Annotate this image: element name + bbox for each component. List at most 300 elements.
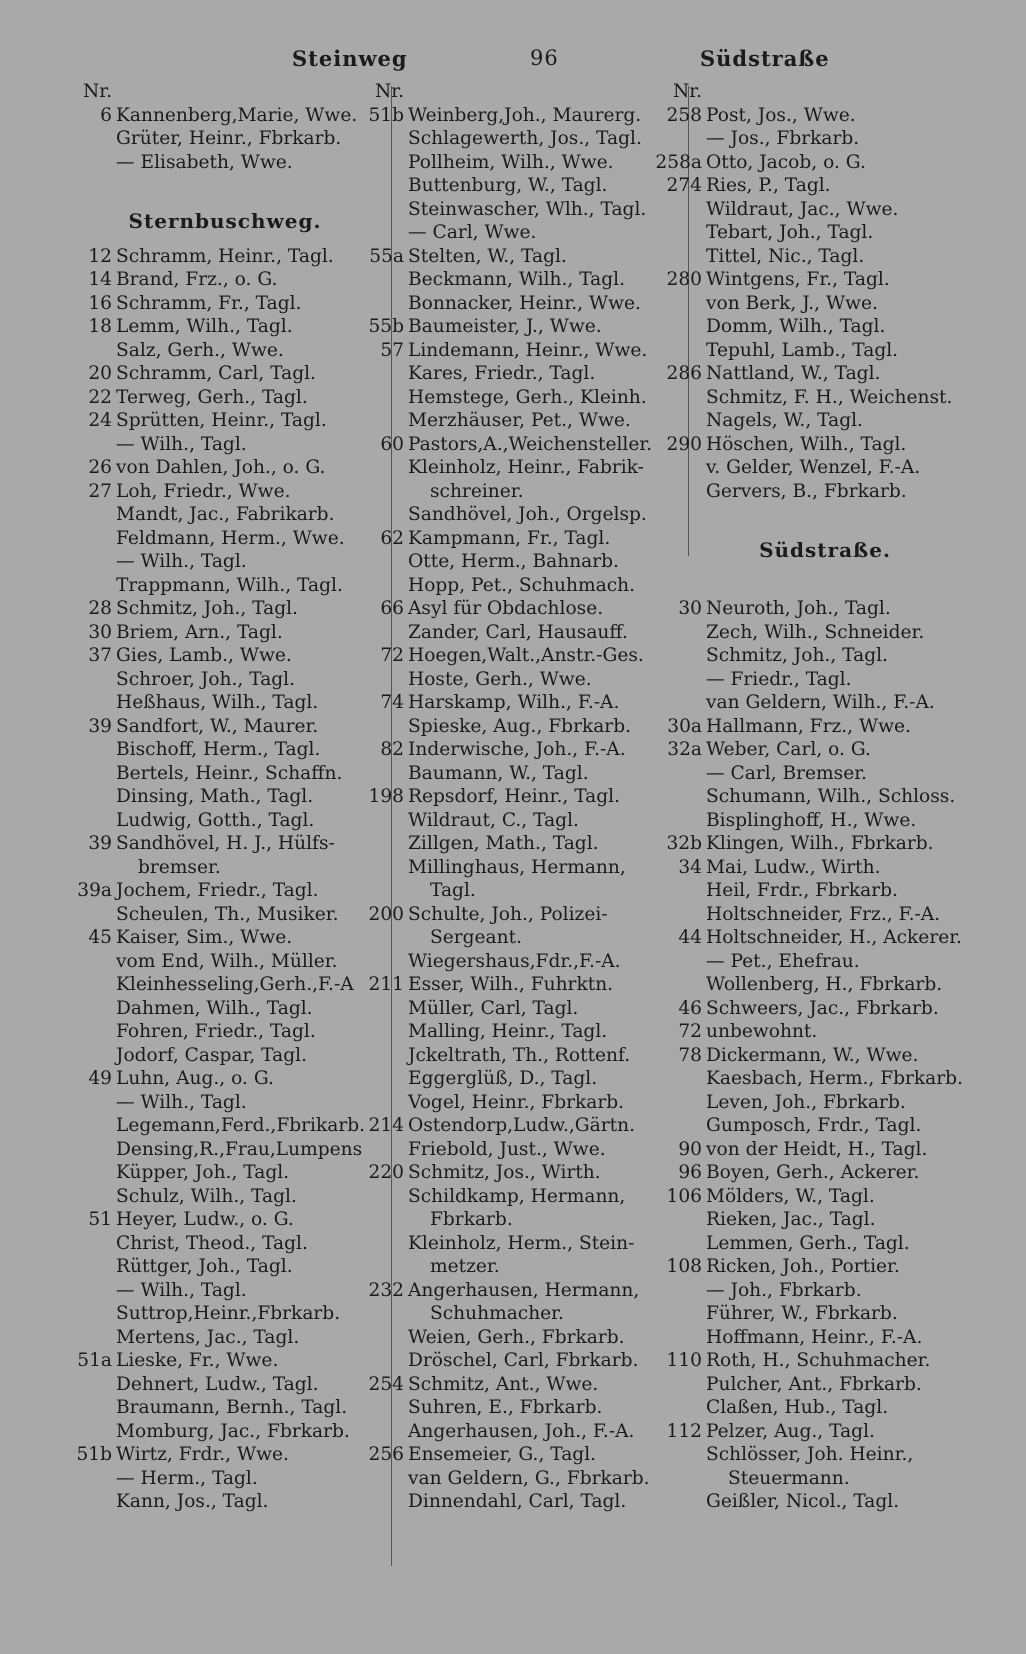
house-number xyxy=(60,433,116,457)
house-number: 39a xyxy=(77,880,112,901)
house-number xyxy=(60,785,116,809)
directory-entry xyxy=(650,221,1000,245)
header-right-street: Südstraße xyxy=(700,46,830,71)
spacer xyxy=(650,574,1000,598)
directory-entry xyxy=(352,1020,692,1044)
directory-entry xyxy=(60,809,390,833)
directory-entry xyxy=(60,339,390,363)
house-number xyxy=(352,1396,408,1420)
directory-entry xyxy=(352,1091,692,1115)
resident-text: Geißler, Nicol., Tagl. xyxy=(706,1491,900,1512)
house-number xyxy=(60,1279,116,1303)
directory-entry xyxy=(352,480,692,504)
house-number xyxy=(650,785,706,809)
resident-text: Holtschneider, H., Ackerer. xyxy=(706,927,962,948)
house-number xyxy=(352,386,408,410)
house-number xyxy=(60,1044,116,1068)
house-number: 45 xyxy=(88,927,112,948)
directory-column-2 xyxy=(352,80,692,1514)
house-number xyxy=(352,1091,408,1115)
resident-text: Hoffmann, Heinr., F.-A. xyxy=(706,1326,923,1348)
resident-text: Loh, Friedr., Wwe. xyxy=(116,480,291,502)
directory-entry xyxy=(650,245,1000,269)
directory-entry xyxy=(650,1091,1000,1115)
directory-entry xyxy=(352,550,692,574)
house-number: 290 xyxy=(666,433,702,455)
house-number: 110 xyxy=(666,1350,702,1371)
street-heading: Sternbuschweg. xyxy=(128,208,322,233)
resident-text: — Herm., Tagl. xyxy=(116,1467,258,1489)
resident-text: Schramm, Carl, Tagl. xyxy=(116,363,316,384)
resident-text: Leven, Joh., Fbrkarb. xyxy=(706,1091,906,1113)
house-number: 6 xyxy=(100,104,112,126)
house-number xyxy=(650,221,706,245)
directory-entry xyxy=(352,973,692,997)
house-number xyxy=(352,832,408,856)
resident-text: schreiner. xyxy=(430,480,524,502)
resident-text: Angerhausen, Hermann, xyxy=(408,1279,640,1301)
resident-text: unbewohnt. xyxy=(706,1021,818,1042)
directory-entry xyxy=(60,691,390,715)
directory-entry xyxy=(352,174,692,198)
directory-entry xyxy=(650,1161,1000,1185)
directory-entry xyxy=(60,1349,390,1373)
house-number xyxy=(650,456,706,480)
resident-text: — Elisabeth, Wwe. xyxy=(116,151,293,173)
directory-entry xyxy=(60,1255,390,1279)
resident-text: Millinghaus, Hermann, xyxy=(408,856,626,878)
resident-text: von Dahlen, Joh., o. G. xyxy=(116,457,326,478)
house-number xyxy=(352,292,408,316)
resident-text: — Carl, Wwe. xyxy=(408,222,537,243)
house-number xyxy=(352,1208,408,1232)
resident-text: Legemann,Ferd.,Fbrikarb. xyxy=(116,1115,366,1136)
directory-entry xyxy=(650,1020,1000,1044)
resident-text: Küpper, Joh., Tagl. xyxy=(116,1162,290,1183)
house-number xyxy=(60,1161,116,1185)
house-number: 96 xyxy=(678,1162,702,1183)
directory-entry xyxy=(60,785,390,809)
house-number xyxy=(650,950,706,974)
house-number xyxy=(650,315,706,339)
resident-text: Eggerglüß, D., Tagl. xyxy=(408,1068,598,1089)
resident-text: Bischoff, Herm., Tagl. xyxy=(116,739,321,760)
house-number: 256 xyxy=(368,1444,404,1465)
resident-text: Bisplinghoff, H., Wwe. xyxy=(706,809,917,831)
house-number xyxy=(650,198,706,222)
house-number xyxy=(352,1138,408,1162)
resident-text: Zech, Wilh., Schneider. xyxy=(706,621,925,643)
directory-entry xyxy=(352,1349,692,1373)
directory-entry xyxy=(650,1443,1000,1467)
directory-entry xyxy=(650,738,1000,762)
directory-entry xyxy=(650,1279,1000,1303)
directory-entry xyxy=(60,362,390,386)
directory-entry xyxy=(60,832,390,856)
directory-entry xyxy=(352,715,692,739)
resident-text: — Wilh., Tagl. xyxy=(116,433,247,455)
directory-entry xyxy=(60,1467,390,1491)
directory-entry xyxy=(60,433,390,457)
directory-entry xyxy=(650,1138,1000,1162)
directory-entry xyxy=(352,1420,692,1444)
house-number xyxy=(650,480,706,504)
house-number: 51b xyxy=(368,104,404,126)
directory-entry xyxy=(352,362,692,386)
house-number: 72 xyxy=(380,645,404,666)
house-number xyxy=(60,997,116,1021)
house-number: 39 xyxy=(88,833,112,854)
house-number xyxy=(650,668,706,692)
resident-text: Domm, Wilh., Tagl. xyxy=(706,316,886,337)
directory-entry xyxy=(650,104,1000,128)
resident-text: Kleinhesseling,Gerh.,F.-A xyxy=(116,974,354,995)
directory-entry xyxy=(352,527,692,551)
resident-text: Wirtz, Frdr., Wwe. xyxy=(116,1444,289,1465)
resident-text: Friebold, Just., Wwe. xyxy=(408,1138,606,1160)
resident-text: Angerhausen, Joh., F.-A. xyxy=(408,1420,635,1442)
directory-entry xyxy=(60,386,390,410)
house-number xyxy=(650,1067,706,1091)
directory-entry xyxy=(650,268,1000,292)
resident-text: Baumann, W., Tagl. xyxy=(408,762,589,784)
directory-entry xyxy=(352,245,692,269)
directory-entry xyxy=(650,127,1000,151)
house-number: 74 xyxy=(380,692,404,713)
directory-entry xyxy=(352,339,692,363)
resident-text: Lieske, Fr., Wwe. xyxy=(116,1350,279,1371)
spacer xyxy=(650,503,1000,527)
resident-text: bremser. xyxy=(138,856,221,878)
directory-entry xyxy=(650,1420,1000,1444)
house-number: 32a xyxy=(667,739,702,760)
house-number: 78 xyxy=(678,1044,702,1066)
house-number xyxy=(352,762,408,786)
house-number: Nr. xyxy=(374,81,404,102)
directory-entry xyxy=(60,738,390,762)
resident-text: Beckmann, Wilh., Tagl. xyxy=(408,269,626,290)
house-number xyxy=(60,1114,116,1138)
house-number xyxy=(60,738,116,762)
directory-entry xyxy=(60,503,390,527)
resident-text: Sergeant. xyxy=(430,927,522,948)
resident-text: Dinnendahl, Carl, Tagl. xyxy=(408,1491,627,1512)
directory-entry xyxy=(60,104,390,128)
directory-entry xyxy=(352,1138,692,1162)
directory-entry xyxy=(352,1185,692,1209)
resident-text: Tebart, Joh., Tagl. xyxy=(706,222,874,243)
directory-entry xyxy=(60,1232,390,1256)
house-number xyxy=(650,386,706,410)
house-number xyxy=(650,1091,706,1115)
resident-text: Heßhaus, Wilh., Tagl. xyxy=(116,692,319,713)
resident-text: Kaesbach, Herm., Fbrkarb. xyxy=(706,1068,963,1089)
house-number xyxy=(352,1467,408,1491)
house-number: 49 xyxy=(88,1068,112,1089)
resident-text: Schweers, Jac., Fbrkarb. xyxy=(706,997,939,1019)
house-number: 51 xyxy=(88,1209,112,1230)
directory-entry xyxy=(352,691,692,715)
resident-text: Lindemann, Heinr., Wwe. xyxy=(408,339,648,361)
resident-text: Scheulen, Th., Musiker. xyxy=(116,903,339,925)
resident-text: von Berk, J., Wwe. xyxy=(706,292,878,314)
house-number xyxy=(60,574,116,598)
directory-entry xyxy=(650,409,1000,433)
house-number xyxy=(650,1490,706,1514)
directory-entry xyxy=(650,151,1000,175)
house-number: 27 xyxy=(88,480,112,502)
spacer xyxy=(60,174,390,198)
house-number xyxy=(352,1420,408,1444)
resident-text: Kannenberg,Marie, Wwe. xyxy=(116,104,358,126)
house-number xyxy=(650,292,706,316)
house-number xyxy=(60,903,116,927)
directory-entry xyxy=(650,339,1000,363)
resident-text: Otto, Jacob, o. G. xyxy=(706,151,866,173)
resident-text: Claßen, Hub., Tagl. xyxy=(706,1397,889,1418)
resident-text: Schulz, Wilh., Tagl. xyxy=(116,1185,297,1207)
directory-entry xyxy=(650,973,1000,997)
house-number: 14 xyxy=(88,269,112,290)
resident-text: Dehnert, Ludw., Tagl. xyxy=(116,1373,319,1395)
directory-entry xyxy=(650,480,1000,504)
directory-entry xyxy=(650,433,1000,457)
house-number xyxy=(650,621,706,645)
house-number xyxy=(60,550,116,574)
directory-entry xyxy=(650,926,1000,950)
house-number xyxy=(60,1373,116,1397)
house-number xyxy=(352,1490,408,1514)
house-number: 34 xyxy=(678,856,702,878)
resident-text: Gumposch, Frdr., Tagl. xyxy=(706,1115,922,1136)
house-number xyxy=(352,503,408,527)
resident-text xyxy=(706,80,1000,104)
house-number xyxy=(352,127,408,151)
resident-text: — Pet., Ehefrau. xyxy=(706,950,860,972)
directory-entry xyxy=(60,1396,390,1420)
resident-text: Buttenburg, W., Tagl. xyxy=(408,175,608,196)
directory-entry xyxy=(352,1490,692,1514)
house-number xyxy=(650,1396,706,1420)
directory-entry xyxy=(60,973,390,997)
resident-text: Brand, Frz., o. G. xyxy=(116,269,278,290)
resident-text: Esser, Wilh., Fuhrktn. xyxy=(408,974,614,995)
resident-text: Malling, Heinr., Tagl. xyxy=(408,1021,608,1042)
resident-text: Lemmen, Gerh., Tagl. xyxy=(706,1232,910,1254)
resident-text: Schmitz, Ant., Wwe. xyxy=(408,1373,599,1395)
resident-text: Inderwische, Joh., F.-A. xyxy=(408,739,626,760)
page-number: 96 xyxy=(530,46,559,70)
resident-text: Kleinholz, Heinr., Fabrik- xyxy=(408,457,644,478)
house-number: 66 xyxy=(380,598,404,619)
directory-entry xyxy=(352,1326,692,1350)
directory-entry xyxy=(60,1091,390,1115)
resident-text: Grüter, Heinr., Fbrkarb. xyxy=(116,128,342,149)
directory-entry xyxy=(650,386,1000,410)
directory-entry xyxy=(650,621,1000,645)
directory-entry xyxy=(352,386,692,410)
directory-entry xyxy=(650,1044,1000,1068)
house-number xyxy=(650,903,706,927)
directory-entry xyxy=(650,1349,1000,1373)
resident-text: Müller, Carl, Tagl. xyxy=(408,997,579,1019)
directory-entry xyxy=(60,527,390,551)
house-number: 198 xyxy=(368,786,404,807)
directory-entry xyxy=(60,1044,390,1068)
resident-text: Hoegen,Walt.,Anstr.-Ges. xyxy=(408,645,644,666)
house-number: 200 xyxy=(368,903,404,925)
directory-entry xyxy=(60,1114,390,1138)
resident-text: Schlösser, Joh. Heinr., xyxy=(706,1444,914,1465)
directory-entry xyxy=(352,456,692,480)
house-number xyxy=(650,1302,706,1326)
house-number: 60 xyxy=(380,433,404,455)
directory-entry xyxy=(650,315,1000,339)
directory-entry xyxy=(60,1208,390,1232)
house-number xyxy=(352,1185,408,1209)
directory-entry xyxy=(60,950,390,974)
directory-entry xyxy=(352,1279,692,1303)
house-number xyxy=(352,950,408,974)
resident-text: — Joh., Fbrkarb. xyxy=(706,1279,862,1301)
directory-entry xyxy=(60,1326,390,1350)
resident-text: Baumeister, J., Wwe. xyxy=(408,316,602,337)
resident-text: — Friedr., Tagl. xyxy=(706,668,852,690)
resident-text: Zillgen, Math., Tagl. xyxy=(408,833,599,854)
resident-text: Weinberg,Joh., Maurerg. xyxy=(408,104,642,126)
house-number xyxy=(650,127,706,151)
house-number xyxy=(60,1302,116,1326)
directory-entry xyxy=(352,809,692,833)
directory-entry xyxy=(60,1420,390,1444)
house-number xyxy=(60,151,116,175)
resident-text: Steinwascher, Wlh., Tagl. xyxy=(408,198,647,220)
house-number: 16 xyxy=(88,292,112,314)
house-number xyxy=(60,1091,116,1115)
directory-entry xyxy=(352,1467,692,1491)
resident-text: Klingen, Wilh., Fbrkarb. xyxy=(706,833,934,854)
house-number xyxy=(60,691,116,715)
directory-entry xyxy=(60,245,390,269)
resident-text: Wildraut, C., Tagl. xyxy=(408,809,579,831)
resident-text: Merzhäuser, Pet., Wwe. xyxy=(408,410,631,431)
house-number xyxy=(352,151,408,175)
directory-entry xyxy=(60,1161,390,1185)
directory-entry xyxy=(352,1161,692,1185)
house-number xyxy=(60,1255,116,1279)
directory-entry xyxy=(60,715,390,739)
house-number: 12 xyxy=(88,245,112,267)
house-number xyxy=(352,715,408,739)
directory-entry xyxy=(60,292,390,316)
directory-entry xyxy=(352,1396,692,1420)
directory-entry xyxy=(60,762,390,786)
directory-entry xyxy=(650,715,1000,739)
directory-entry xyxy=(650,1255,1000,1279)
resident-text: Kares, Friedr., Tagl. xyxy=(408,363,596,384)
directory-entry xyxy=(650,198,1000,222)
directory-entry xyxy=(60,456,390,480)
directory-entry xyxy=(60,879,390,903)
house-number: 90 xyxy=(678,1138,702,1160)
house-number xyxy=(352,362,408,386)
directory-entry xyxy=(60,550,390,574)
directory-entry xyxy=(60,151,390,175)
directory-entry xyxy=(650,1373,1000,1397)
house-number xyxy=(60,1138,116,1162)
resident-text: Momburg, Jac., Fbrkarb. xyxy=(116,1420,350,1442)
directory-entry xyxy=(352,1208,692,1232)
resident-text: Ostendorp,Ludw.,Gärtn. xyxy=(408,1115,635,1136)
directory-entry xyxy=(352,268,692,292)
street-heading: Südstraße. xyxy=(759,537,891,562)
house-number xyxy=(352,1232,408,1256)
resident-text: Pastors,A.,Weichensteller. xyxy=(408,433,653,455)
house-number xyxy=(650,1373,706,1397)
directory-entry xyxy=(352,1373,692,1397)
directory-entry xyxy=(650,456,1000,480)
resident-text: Sandhövel, Joh., Orgelsp. xyxy=(408,504,647,525)
resident-text: Heil, Frdr., Fbrkarb. xyxy=(706,880,898,901)
resident-text: Sandfort, W., Maurer. xyxy=(116,715,319,737)
house-number xyxy=(352,174,408,198)
house-number: 55b xyxy=(368,316,404,337)
directory-entry xyxy=(60,1067,390,1091)
house-number xyxy=(650,879,706,903)
resident-text: Dinsing, Math., Tagl. xyxy=(116,786,314,807)
resident-text: Roth, H., Schuhmacher. xyxy=(706,1350,931,1371)
directory-entry xyxy=(60,903,390,927)
directory-entry xyxy=(352,433,692,457)
resident-text: Schlagewerth, Jos., Tagl. xyxy=(408,128,642,149)
resident-text: Wiegershaus,Fdr.,F.-A. xyxy=(408,950,621,972)
resident-text: — Carl, Bremser. xyxy=(706,762,867,784)
directory-entry xyxy=(650,1490,1000,1514)
house-number xyxy=(352,1349,408,1373)
directory-entry xyxy=(60,597,390,621)
directory-column-3 xyxy=(650,80,1000,1514)
directory-entry xyxy=(650,691,1000,715)
directory-entry xyxy=(60,127,390,151)
house-number xyxy=(60,1396,116,1420)
resident-text: Densing,R.,Frau,Lumpens xyxy=(116,1138,363,1160)
house-number xyxy=(650,1443,706,1467)
directory-entry xyxy=(650,832,1000,856)
directory-entry xyxy=(352,1255,692,1279)
column-label xyxy=(650,80,1000,104)
house-number: 24 xyxy=(88,410,112,431)
resident-text: Pollheim, Wilh., Wwe. xyxy=(408,151,614,173)
resident-text: van Geldern, Wilh., F.-A. xyxy=(706,692,935,713)
column-label xyxy=(352,80,692,104)
directory-entry xyxy=(60,1302,390,1326)
resident-text: Luhn, Aug., o. G. xyxy=(116,1068,274,1089)
house-number: 258a xyxy=(655,151,702,173)
house-number: 30 xyxy=(678,598,702,619)
house-number: 51a xyxy=(77,1350,112,1371)
house-number: 28 xyxy=(88,598,112,619)
resident-text: Schmitz, F. H., Weichenst. xyxy=(706,386,953,408)
resident-text: Rüttger, Joh., Tagl. xyxy=(116,1256,293,1277)
resident-text: Zander, Carl, Hausauff. xyxy=(408,621,628,643)
house-number: 22 xyxy=(88,386,112,408)
house-number xyxy=(352,621,408,645)
house-number xyxy=(60,1420,116,1444)
resident-text: Lemm, Wilh., Tagl. xyxy=(116,316,293,337)
house-number xyxy=(352,198,408,222)
resident-text: Christ, Theod., Tagl. xyxy=(116,1232,308,1254)
directory-entry xyxy=(650,644,1000,668)
